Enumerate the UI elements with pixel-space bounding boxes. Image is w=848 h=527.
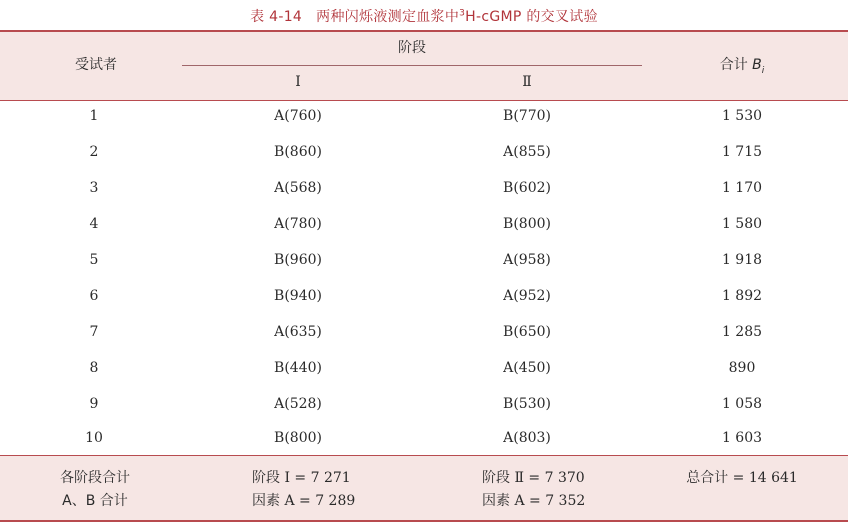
title-text-before: 两种闪烁液测定血浆中 [316, 9, 460, 25]
header-stage-1: Ⅰ [295, 74, 301, 90]
cell-stage-2: B(770) [503, 108, 551, 124]
table-row [0, 386, 848, 422]
title-superscript: 3 [459, 8, 466, 19]
cell-stage-1: A(568) [274, 180, 322, 196]
footer-label-factor-sum: A、B 合计 [62, 493, 128, 509]
header-total-var: B [752, 57, 762, 73]
cell-stage-1: A(528) [274, 396, 322, 412]
cell-stage-1: B(940) [274, 288, 322, 304]
cell-subject: 6 [89, 288, 99, 304]
cell-stage-1: B(960) [274, 252, 322, 268]
cell-stage-2: A(952) [503, 288, 551, 304]
table-row [0, 98, 848, 134]
table-row [0, 350, 848, 386]
cell-stage-2: B(800) [503, 216, 551, 232]
header-subject: 受试者 [75, 57, 117, 73]
cell-total: 1 892 [721, 288, 763, 304]
table-title [0, 6, 848, 26]
cell-stage-2: A(855) [503, 144, 551, 160]
cell-stage-1: B(860) [274, 144, 322, 160]
cell-subject: 9 [89, 396, 99, 412]
cell-subject: 3 [89, 180, 99, 196]
cell-subject: 4 [89, 216, 99, 232]
cell-subject: 5 [89, 252, 99, 268]
cell-stage-1: A(780) [274, 216, 322, 232]
cell-stage-1: A(635) [274, 324, 322, 340]
cell-total: 1 285 [721, 324, 763, 340]
cell-total: 1 170 [721, 180, 763, 196]
header-stage: 阶段 [398, 40, 426, 56]
cell-stage-2: B(602) [503, 180, 551, 196]
cell-stage-2: B(650) [503, 324, 551, 340]
cell-stage-1: B(800) [274, 430, 322, 446]
footer-factor-b-sum: 因素 A = 7 352 [482, 493, 586, 509]
cell-subject: 1 [89, 108, 99, 124]
table-row [0, 206, 848, 242]
cell-stage-2: A(803) [503, 430, 551, 446]
cell-stage-2: A(958) [503, 252, 551, 268]
footer-label-stage-sum: 各阶段合计 [60, 470, 130, 486]
header-divider [182, 65, 642, 66]
table-row [0, 134, 848, 170]
header-total-sub: i [761, 65, 765, 76]
cell-subject: 8 [89, 360, 99, 376]
table-row [0, 314, 848, 350]
cell-total: 1 603 [721, 430, 763, 446]
footer-stage-1-sum: 阶段 Ⅰ = 7 271 [252, 470, 351, 486]
table-row [0, 420, 848, 456]
table-footer [0, 455, 848, 522]
cell-stage-2: B(530) [503, 396, 551, 412]
cell-subject: 10 [85, 430, 103, 446]
title-text-after: H-cGMP 的交叉试验 [465, 9, 598, 25]
cell-stage-1: A(760) [274, 108, 322, 124]
cell-total: 1 530 [721, 108, 763, 124]
cell-stage-2: A(450) [503, 360, 551, 376]
header-stage-2: Ⅱ [522, 74, 532, 90]
table-row [0, 242, 848, 278]
footer-stage-2-sum: 阶段 Ⅱ = 7 370 [482, 470, 585, 486]
cell-total: 1 918 [721, 252, 763, 268]
header-total-label: 合计 [719, 57, 753, 73]
footer-grand-total: 总合计 = 14 641 [686, 470, 798, 486]
table-number: 表 4-14 [250, 9, 303, 25]
cell-total: 1 715 [721, 144, 763, 160]
cell-total: 1 058 [721, 396, 763, 412]
cell-total: 1 580 [721, 216, 763, 232]
footer-factor-a-sum: 因素 A = 7 289 [252, 493, 356, 509]
cell-stage-1: B(440) [274, 360, 322, 376]
table-row [0, 170, 848, 206]
cell-total: 890 [728, 360, 756, 376]
cell-subject: 7 [89, 324, 99, 340]
cell-subject: 2 [89, 144, 99, 160]
header-total [720, 56, 765, 80]
table-row [0, 278, 848, 314]
